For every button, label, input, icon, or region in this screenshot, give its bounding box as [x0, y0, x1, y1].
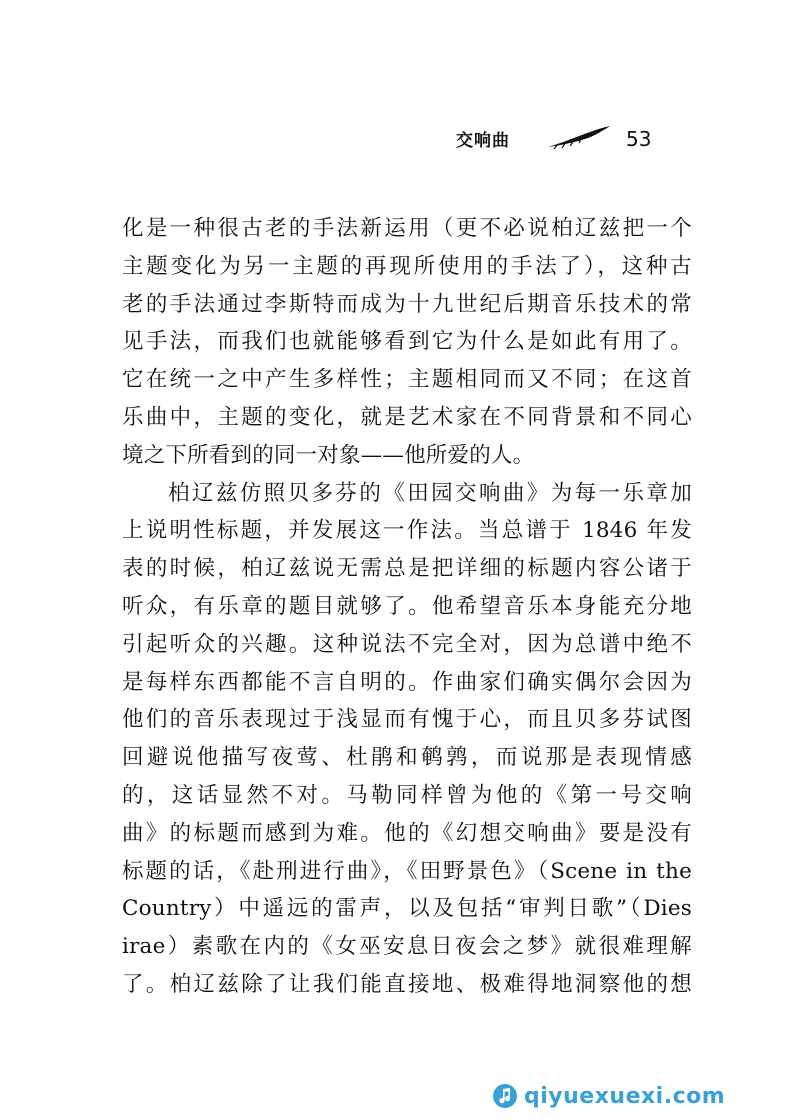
page-number: 53	[626, 127, 652, 151]
paragraph-first-line: 柏辽兹仿照贝多芬的《田园交响曲》为每一乐章加	[168, 480, 692, 506]
text-line: 听众，有乐章的题目就够了。他希望音乐本身能充分地	[122, 593, 692, 619]
text-line: irae）素歌在内的《女巫安息日夜会之梦》就很难理解	[122, 934, 692, 960]
watermark	[492, 1080, 725, 1112]
text-line: 了。柏辽兹除了让我们能直接地、极难得地洞察他的想	[122, 971, 692, 997]
text-line: 化是一种很古老的手法新运用（更不必说柏辽兹把一个	[122, 216, 692, 241]
text-line: 的，这话显然不对。马勒同样曾为他的《第一号交响	[122, 782, 692, 808]
text-line: 是每样东西都能不言自明的。作曲家们确实偶尔会因为	[122, 669, 692, 695]
text-line: 标题的话，《赴刑进行曲》，《田野景色》（Scene in the	[122, 858, 692, 884]
text-line: 上说明性标题，并发展这一作法。当总谱于 1846 年发	[122, 518, 692, 544]
paragraph-end-line: 境之下所看到的同一对象——他所爱的人。	[122, 442, 535, 468]
text-line: 曲》的标题而感到为难。他的《幻想交响曲》要是没有	[122, 820, 692, 846]
watermark-text: qiyuexuexi.com	[524, 1083, 726, 1109]
body-text	[122, 210, 692, 1004]
feather-quill-icon	[546, 124, 612, 150]
text-line: 老的手法通过李斯特而成为十九世纪后期音乐技术的常	[122, 291, 692, 317]
page-header	[456, 120, 676, 160]
text-line: 它在统一之中产生多样性；主题相同而又不同；在这首	[122, 367, 692, 393]
running-title: 交响曲	[456, 131, 510, 151]
text-line: 表的时候，柏辽兹说无需总是把详细的标题内容公诸于	[122, 556, 692, 582]
music-note-logo-icon	[492, 1083, 518, 1109]
text-line: 见手法，而我们也就能够看到它为什么是如此有用了。	[122, 329, 692, 355]
text-line: 引起听众的兴趣。这种说法不完全对，因为总谱中绝不	[122, 631, 692, 657]
text-line: 主题变化为另一主题的再现所使用的手法了），这种古	[122, 253, 692, 279]
text-line: 他们的音乐表现过于浅显而有愧于心，而且贝多芬试图	[122, 707, 692, 733]
text-line: Country）中遥远的雷声，以及包括“审判日歌”（Dies	[122, 896, 692, 922]
text-line: 回避说他描写夜莺、杜鹃和鹌鹑，而说那是表现情感	[122, 745, 692, 771]
text-line: 乐曲中，主题的变化，就是艺术家在不同背景和不同心	[122, 404, 692, 430]
